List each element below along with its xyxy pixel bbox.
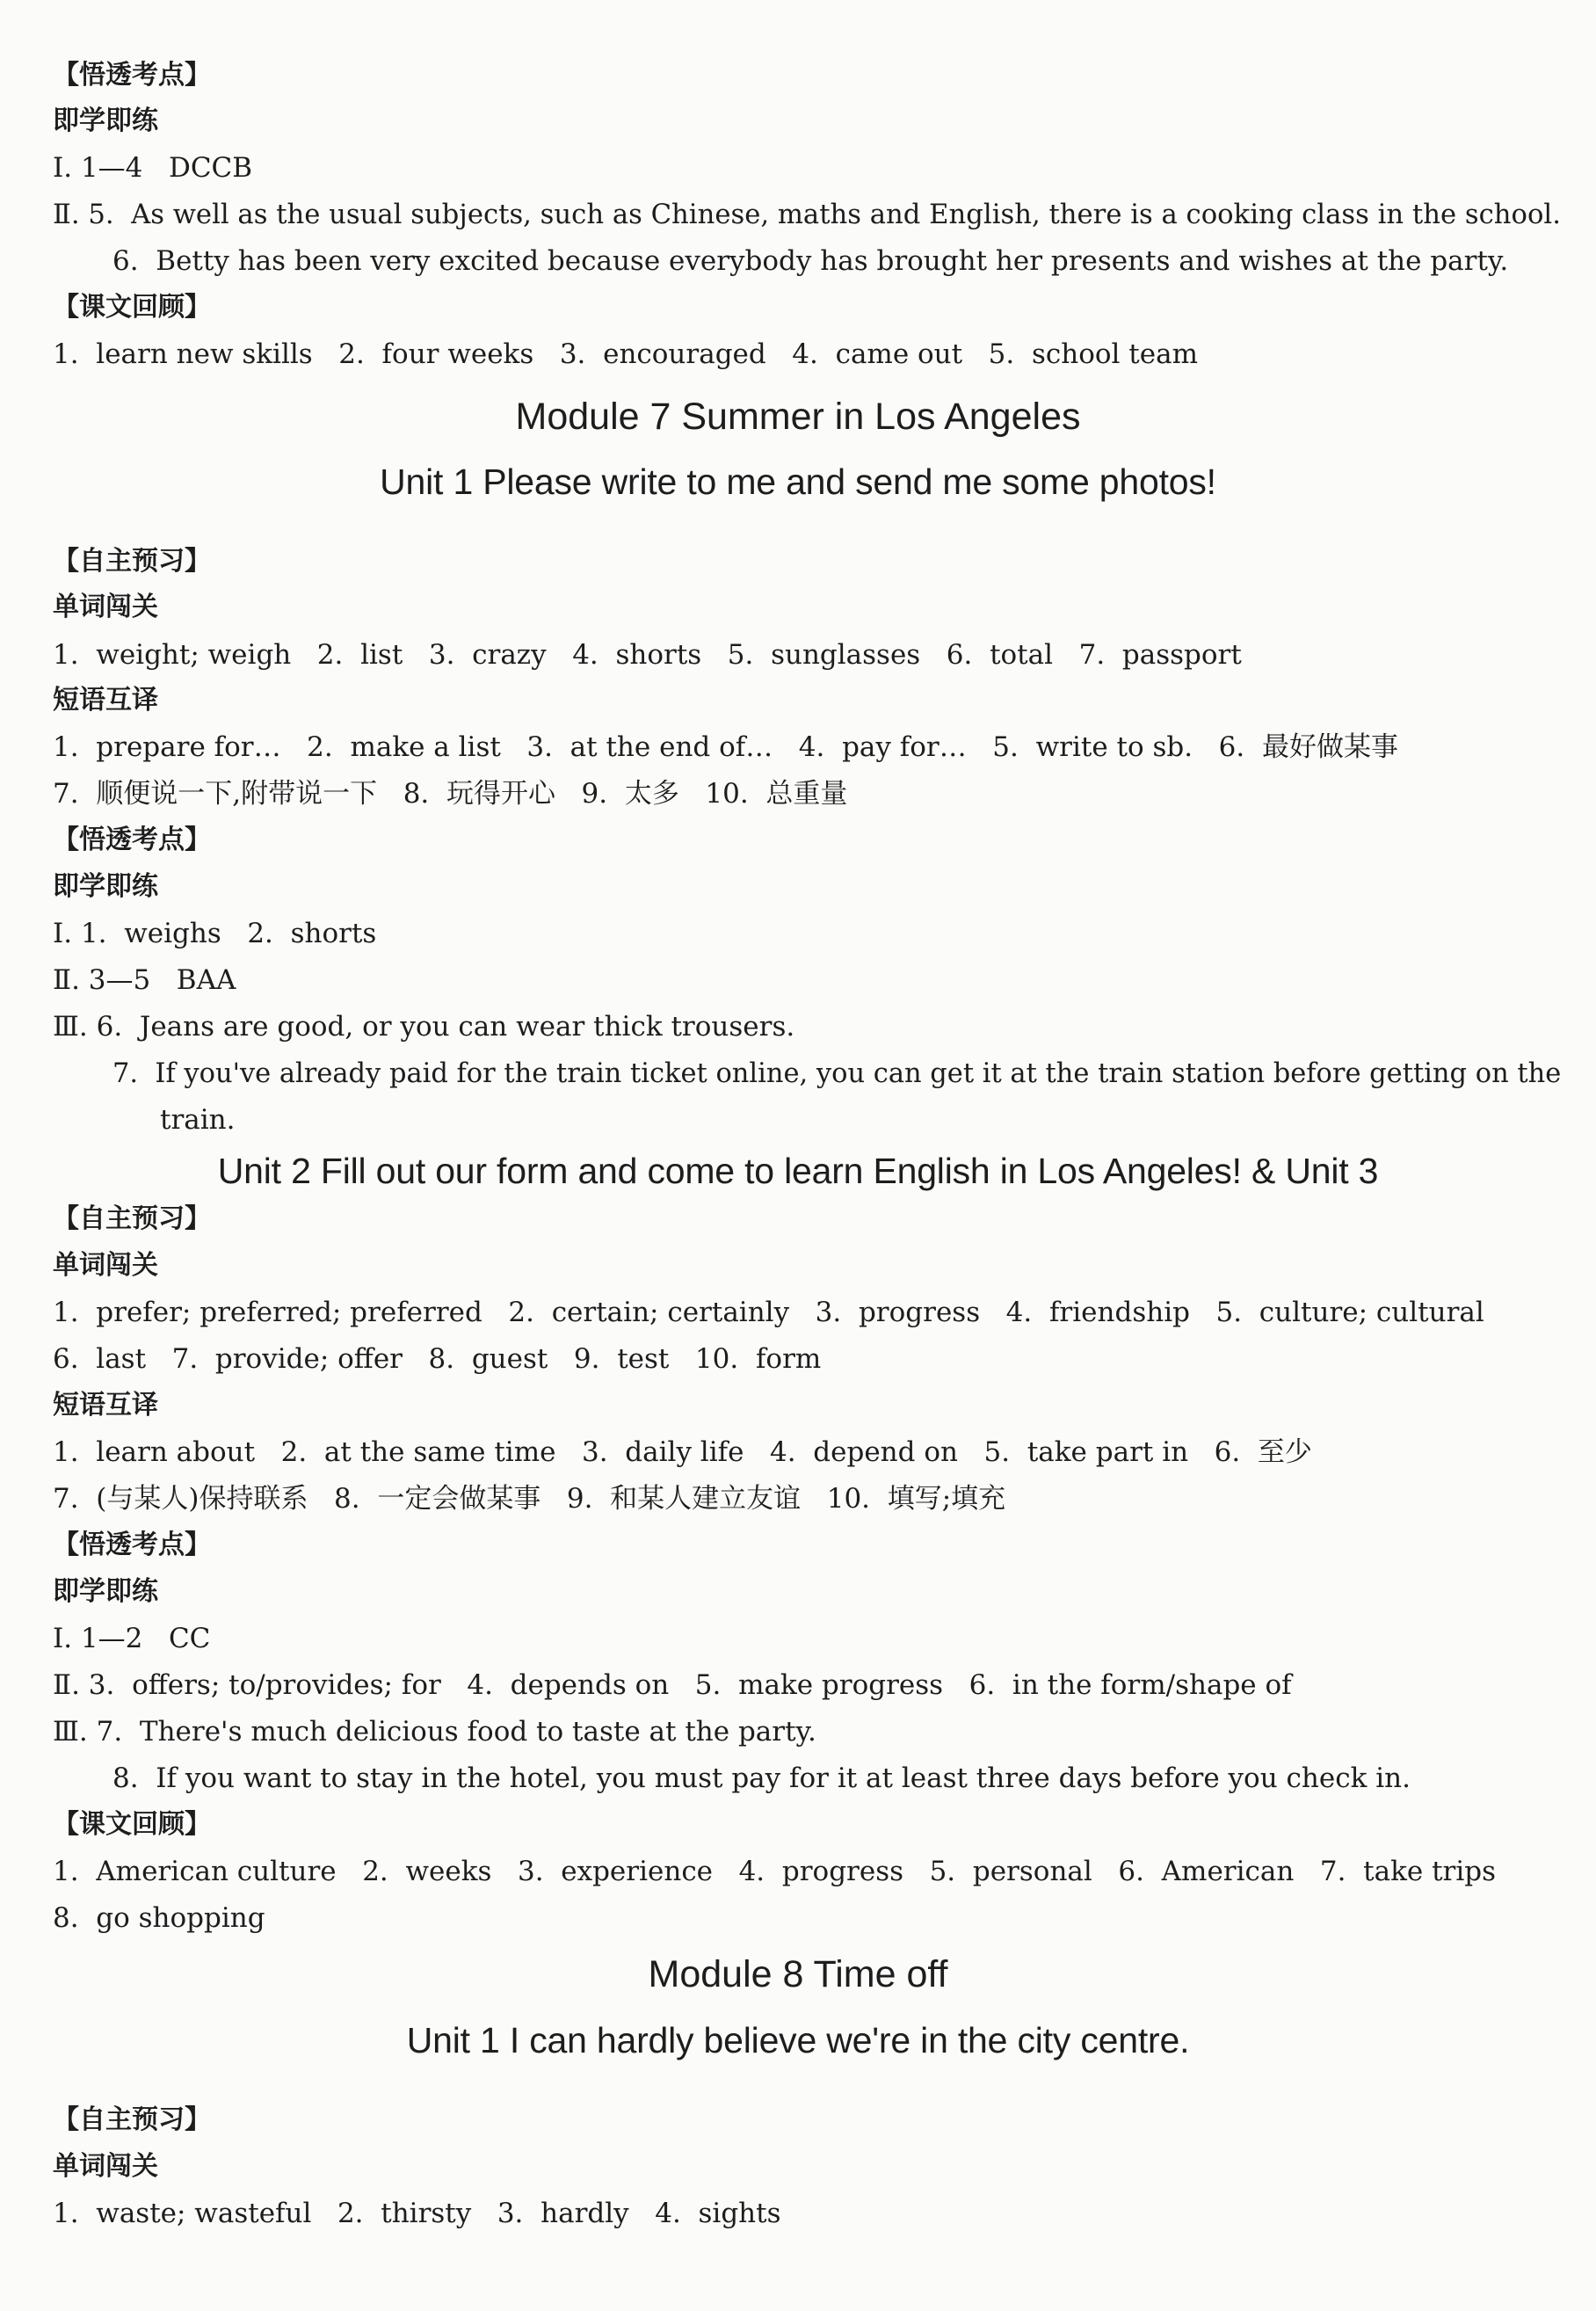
answer-line: 1. learn new skills 2. four weeks 3. encouraged 4. came out 5. school team <box>53 338 1198 370</box>
section-heading-zizhu-yuxi: 【自主预习】 <box>53 1203 211 1234</box>
section-heading-kewen-huigu: 【课文回顾】 <box>53 292 211 323</box>
answer-line: 1. prefer; preferred; preferred 2. certain; certainly 3. progress 4. friendship 5. culture; cultural <box>53 1297 1484 1328</box>
subheading-danci-chuangguan: 单词闯关 <box>53 1250 158 1281</box>
subheading-jixue-jilian: 即学即练 <box>53 1576 158 1607</box>
answer-line: 8. If you want to stay in the hotel, you must pay for it at least three days before you check in. <box>112 1762 1411 1794</box>
module-8-title: Module 8 Time off <box>648 1953 948 1995</box>
module-7-unit-1-title: Unit 1 Please write to me and send me some photos! <box>380 461 1216 502</box>
section-heading-wutou-kaodian: 【悟透考点】 <box>53 825 211 855</box>
subheading-duanyu-huyi: 短语互译 <box>53 1390 158 1421</box>
subheading-danci-chuangguan: 单词闯关 <box>53 2151 158 2182</box>
answer-line: 6. last 7. provide; offer 8. guest 9. test 10. form <box>53 1343 822 1375</box>
answer-line: Ⅰ. 1—4 DCCB <box>53 152 253 184</box>
subheading-danci-chuangguan: 单词闯关 <box>53 592 158 622</box>
answer-line: Ⅰ. 1. weighs 2. shorts <box>53 918 377 949</box>
answer-line: 7. If you've already paid for the train ticket online, you can get it at the train station before getting on the <box>112 1057 1562 1089</box>
subheading-duanyu-huyi: 短语互译 <box>53 685 158 716</box>
answer-line: 8. go shopping <box>53 1902 265 1934</box>
answer-line: 1. American culture 2. weeks 3. experience 4. progress 5. personal 6. American 7. take trips <box>53 1856 1497 1887</box>
section-heading-wutou-kaodian: 【悟透考点】 <box>53 1530 211 1560</box>
answer-line: Ⅱ. 3—5 BAA <box>53 964 236 996</box>
module-7-unit-2-3-title: Unit 2 Fill out our form and come to learn English in Los Angeles! & Unit 3 <box>217 1151 1379 1191</box>
answer-line: 7. 顺便说一下,附带说一下 8. 玩得开心 9. 太多 10. 总重量 <box>53 778 848 810</box>
section-heading-wutou-kaodian: 【悟透考点】 <box>53 60 211 91</box>
answer-line-continuation: train. <box>160 1104 236 1136</box>
answer-line: Ⅱ. 3. offers; to/provides; for 4. depends on 5. make progress 6. in the form/shape of <box>53 1669 1292 1701</box>
module-7-title: Module 7 Summer in Los Angeles <box>515 396 1081 438</box>
answer-line: Ⅱ. 5. As well as the usual subjects, such as Chinese, maths and English, there is a cooking class in the school. <box>53 199 1561 230</box>
answer-line: Ⅲ. 7. There's much delicious food to taste at the party. <box>53 1716 816 1748</box>
section-heading-kewen-huigu: 【课文回顾】 <box>53 1809 211 1840</box>
module-8-unit-1-title: Unit 1 I can hardly believe we're in the city centre. <box>406 2020 1190 2060</box>
subheading-jixue-jilian: 即学即练 <box>53 105 158 136</box>
answer-line: 1. learn about 2. at the same time 3. daily life 4. depend on 5. take part in 6. 至少 <box>53 1436 1312 1468</box>
answer-line: 1. waste; wasteful 2. thirsty 3. hardly 4. sights <box>53 2198 781 2229</box>
answer-line: Ⅲ. 6. Jeans are good, or you can wear thick trousers. <box>53 1011 795 1043</box>
answer-line: 1. prepare for… 2. make a list 3. at the end of… 4. pay for… 5. write to sb. 6. 最好做某事 <box>53 731 1398 763</box>
section-heading-zizhu-yuxi: 【自主预习】 <box>53 2104 211 2135</box>
subheading-jixue-jilian: 即学即练 <box>53 871 158 902</box>
answer-line: 7. (与某人)保持联系 8. 一定会做某事 9. 和某人建立友谊 10. 填写;填充 <box>53 1483 1006 1515</box>
answer-line: 1. weight; weigh 2. list 3. crazy 4. shorts 5. sunglasses 6. total 7. passport <box>53 639 1242 671</box>
answer-line: 6. Betty has been very excited because everybody has brought her presents and wishes at the party. <box>112 245 1509 277</box>
section-heading-zizhu-yuxi: 【自主预习】 <box>53 546 211 577</box>
answer-line: Ⅰ. 1—2 CC <box>53 1623 211 1654</box>
